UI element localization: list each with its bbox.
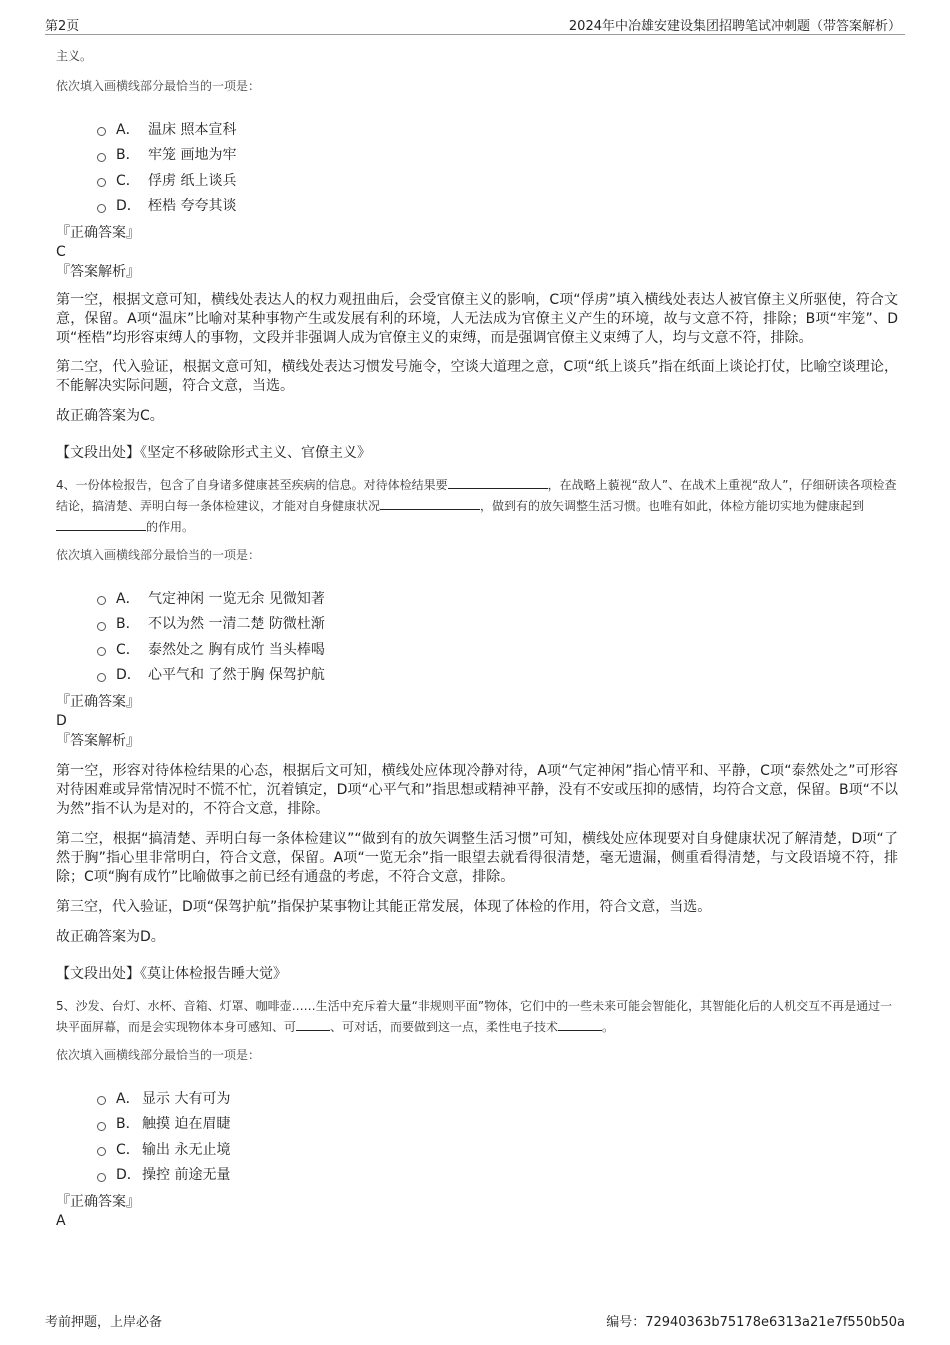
blank-line — [296, 1018, 330, 1031]
q4-analysis-para-1: 第一空，形容对待体检结果的心态，根据后文可知，横线处应体现冷静对待，A项“气定神闲”指心情平和、平静，C项“泰然处之”可形容对待困难或异常情况时不慌不忙，沉着镇定，D项“心平气和”指思想或精神平静，没有不安或压抑的感情，均符合文意，保留。B项“不以为然”指不认为是对的，不符合文意，排除。 — [56, 763, 898, 817]
q4-analysis-para-2: 第二空，根据“搞清楚、弄明白每一条体检建议”“做到有的放矢调整生活习惯”可知，横线处应体现要对自身健康状况了解清楚，D项“了然于胸”指心里非常明白，符合文意，保留。A项“一览无余”指一眼望去就看得很清楚，毫无遗漏，侧重看得清楚，与文段语境不符，排除；C项“胸有成竹”比喻做事之前已经有通盘的考虑，不符合文意，排除。 — [56, 831, 898, 885]
q3-source: 【文段出处】《坚定不移破除形式主义、官僚主义》 — [56, 445, 371, 461]
q4-option-d[interactable]: D． 心平气和 了然于胸 保驾护航 — [97, 662, 898, 688]
radio-button[interactable] — [97, 1147, 106, 1156]
document-id: 编号：72940363b75178e6313a21e7f550b50a — [606, 1315, 905, 1330]
document-body — [56, 46, 898, 1231]
radio-button[interactable] — [97, 178, 106, 187]
page-header — [45, 14, 905, 35]
radio-button[interactable] — [97, 127, 106, 136]
q5-option-b[interactable]: B． 触摸 迫在眉睫 — [97, 1111, 898, 1137]
q4-source: 【文段出处】《莫让体检报告睡大觉》 — [56, 966, 287, 982]
q5-prompt: 依次填入画横线部分最恰当的一项是： — [56, 1048, 261, 1062]
q4-option-b[interactable]: B． 不以为然 一清二楚 防微杜渐 — [97, 611, 898, 637]
q5-stem: 5、沙发、台灯、水杯、音箱、灯罩、咖啡壶……生活中充斥着大量“非规则平面”物体，它们中的一些未来可能会智能化，其智能化后的人机交互不再是通过一块平面屏幕，而是会实现物体本身可感知、可 、可对话，而要做到这一点，柔性电子技术 。 — [56, 999, 893, 1034]
blank-line — [56, 518, 146, 531]
q3-answer-label: 『正确答案』 — [56, 225, 140, 241]
q3-option-b[interactable]: B． 牢笼 画地为牢 — [97, 142, 898, 168]
q3-option-a[interactable]: A． 温床 照本宣科 — [97, 116, 898, 142]
q5-option-a[interactable]: A． 显示 大有可为 — [97, 1085, 898, 1111]
footer-slogan: 考前押题，上岸必备 — [45, 1315, 163, 1330]
q5-options — [97, 1085, 898, 1187]
q4-answer-label: 『正确答案』 — [56, 694, 140, 710]
radio-button[interactable] — [97, 1096, 106, 1105]
q3-stem-continuation: 主义。 — [56, 49, 93, 63]
q4-analysis-para-3: 第三空，代入验证，D项“保驾护航”指保护某事物让其能正常发展，体现了体检的作用，符合文意，当选。 — [56, 899, 712, 915]
document-title: 2024年中冶雄安建设集团招聘笔试冲刺题（带答案解析） — [568, 19, 901, 34]
q4-stem: 4、一份体检报告，包含了自身诸多健康甚至疾病的信息。对待体检结果要 ，在战略上藐视“敌人”、在战术上重视“敌人”，仔细研读各项检查结论，搞清楚、弄明白每一条体检建议，才能对自身健康状况 ，做到有的放矢调整生活习惯。也唯有如此，体检方能切实地为健康起到的作用。 — [56, 478, 897, 534]
q3-options — [97, 116, 898, 218]
q3-option-c[interactable]: C． 俘虏 纸上谈兵 — [97, 167, 898, 193]
q3-analysis-para-2: 第二空，代入验证，根据文意可知，横线处表达习惯发号施令，空谈大道理之意，C项“纸上谈兵”指在纸面上谈论打仗，比喻空谈理论，不能解决实际问题，符合文意，当选。 — [56, 359, 898, 394]
q4-option-c[interactable]: C． 泰然处之 胸有成竹 当头棒喝 — [97, 636, 898, 662]
radio-button[interactable] — [97, 596, 106, 605]
radio-button[interactable] — [97, 1173, 106, 1182]
q4-analysis-label: 『答案解析』 — [56, 733, 140, 749]
q3-prompt: 依次填入画横线部分最恰当的一项是： — [56, 79, 261, 93]
blank-line — [380, 497, 480, 510]
blank-line — [448, 476, 548, 489]
q5-option-d[interactable]: D． 操控 前途无量 — [97, 1162, 898, 1188]
q4-analysis-para-4: 故正确答案为D。 — [56, 929, 165, 945]
blank-line — [558, 1018, 602, 1031]
radio-button[interactable] — [97, 204, 106, 213]
q5-option-c[interactable]: C． 输出 永无止境 — [97, 1136, 898, 1162]
radio-button[interactable] — [97, 673, 106, 682]
q4-options — [97, 585, 898, 687]
q5-answer: A — [56, 1213, 66, 1229]
q3-analysis-para-3: 故正确答案为C。 — [56, 408, 164, 424]
q4-answer: D — [56, 713, 67, 729]
q3-analysis-label: 『答案解析』 — [56, 264, 140, 280]
radio-button[interactable] — [97, 153, 106, 162]
radio-button[interactable] — [97, 1122, 106, 1131]
q4-prompt: 依次填入画横线部分最恰当的一项是： — [56, 548, 261, 562]
page-number: 第2页 — [45, 19, 80, 34]
q3-option-d[interactable]: D． 桎梏 夸夸其谈 — [97, 193, 898, 219]
radio-button[interactable] — [97, 622, 106, 631]
q4-option-a[interactable]: A． 气定神闲 一览无余 见微知著 — [97, 585, 898, 611]
q5-answer-label: 『正确答案』 — [56, 1194, 140, 1210]
q3-answer: C — [56, 244, 66, 260]
q3-analysis-para-1: 第一空，根据文意可知，横线处表达人的权力观扭曲后，会受官僚主义的影响，C项“俘虏”填入横线处表达人被官僚主义所驱使，符合文意，保留。A项“温床”比喻对某种事物产生或发展有利的环境，人无法成为官僚主义产生的环境，故与文意不符，排除；B项“牢笼”、D项“桎梏”均形容束缚人的事物，文段并非强调人成为官僚主义的束缚，而是强调官僚主义束缚了人，均与文意不符，排除。 — [56, 292, 898, 346]
radio-button[interactable] — [97, 647, 106, 656]
